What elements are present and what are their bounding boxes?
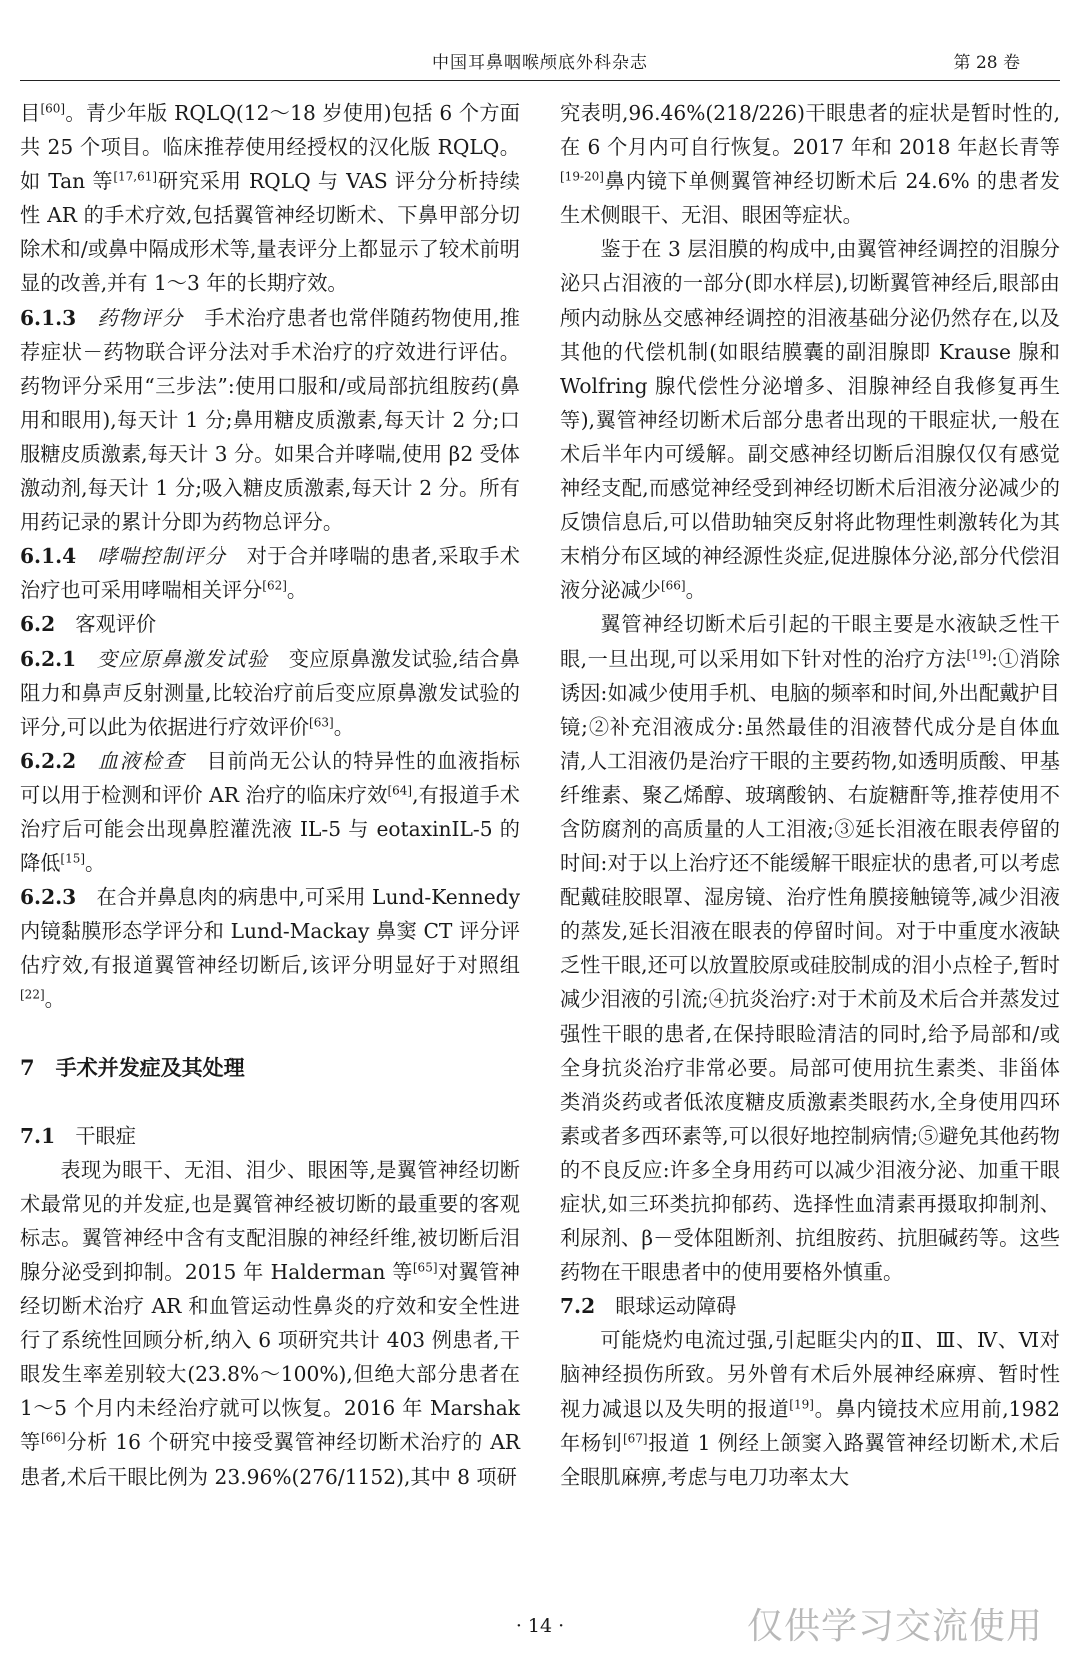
- paragraph-tear-film: 鉴于在 3 层泪膜的构成中,由翼管神经调控的泪腺分泌只占泪液的一部分(即水样层),切断翼管神经后,眼部由颅内动脉丛交感神经调控的泪液基础分泌仍然存在,以及其他的代偿机制(如眼结膜囊的副泪腺即 Krause 腺和 Wolfring 腺代偿性分泌增多、泪腺神经自我修复再生等),翼管神经切断术后部分患者出现的干眼症状,一般在术后半年内可缓解。副交感神经切断后泪腺仅仅有感觉神经支配,而感觉神经受到神经切断术后泪液分泌减少的反馈信息后,可以借助轴突反射将此物理性刺激转化为其末梢分布区域的神经源性炎症,促进腺体分泌,部分代偿泪液分泌减少[66]。: [560, 237, 1060, 603]
- paragraph-recovery: 究表明,96.46%(218/226)干眼患者的症状是暂时性的,在 6 个月内可自行恢复。2017 年和 2018 年赵长青等[19-20]鼻内镜下单侧翼管神经切断术后 24.6% 的患者发生术侧眼干、无泪、眼困等症状。: [560, 101, 1060, 228]
- section-6-2-2: 6.2.2 血液检查 目前尚无公认的特异性的血液指标可以用于检测和评价 AR 治疗的临床疗效[64],有报道手术治疗后可能会出现鼻腔灌洗液 IL-5 与 eotaxinIL-5 的降低[15]。: [20, 748, 520, 876]
- citation: [19]: [789, 1396, 814, 1411]
- section-6-2-3: 6.2.3 在合并鼻息肉的病患中,可采用 Lund-Kennedy 内镜黏膜形态学评分和 Lund-Mackay 鼻窦 CT 评分评估疗效,有报道翼管神经切断后,该评分明显好于对照组[22]。: [20, 885, 520, 1012]
- citation: [65]: [412, 1260, 438, 1275]
- paragraph-rqlq: 目[60]。青少年版 RQLQ(12～18 岁使用)包括 6 个方面共 25 个项目。临床推荐使用经授权的汉化版 RQLQ。如 Tan 等[17,61]研究采用 RQLQ 与 VAS 评分分析持续性 AR 的手术疗效,包括翼管神经切断术、下鼻甲部分切除术和/或鼻中隔成形术等,量表评分上都显示了较术前明显的改善,并有 1～3 年的长期疗效。: [20, 101, 520, 296]
- citation: [19]: [966, 646, 992, 661]
- citation: [67]: [622, 1430, 648, 1445]
- section-6-2-1: 6.2.1 变应原鼻激发试验 变应原鼻激发试验,结合鼻阻力和鼻声反射测量,比较治疗前后变应原鼻激发试验的评分,可以此为依据进行疗效评价[63]。: [20, 646, 520, 739]
- page-number: · 14 ·: [515, 1615, 565, 1637]
- citation: [62]: [262, 578, 287, 593]
- section-6-2-heading: 6.2 客观评价: [20, 612, 157, 637]
- citation: [19-20]: [560, 169, 604, 184]
- left-column: [20, 96, 520, 1494]
- section-7-2-heading: 7.2 眼球运动障碍: [560, 1294, 737, 1319]
- citation: [15]: [60, 851, 86, 866]
- section-7-1-heading: 7.1 干眼症: [20, 1123, 136, 1148]
- paragraph-dry-eye: 表现为眼干、无泪、泪少、眼困等,是翼管神经切断术最常见的并发症,也是翼管神经被切断的最重要的客观标志。翼管神经中含有支配泪腺的神经纤维,被切断后泪腺分泌受到抑制。2015 年 Halderman 等[65]对翼管神经切断术治疗 AR 和血管运动性鼻炎的疗效和安全性进行了系统性回顾分析,纳入 6 项研究共计 403 例患者,干眼发生率差别较大(23.8%～100%),但绝大部分患者在 1～5 个月内未经治疗就可以恢复。2016 年 Marshak 等[66]分析 16 个研究中接受翼管神经切断术治疗的 AR 患者,术后干眼比例为 23.96%(276/1152),其中 8 项研: [20, 1157, 520, 1489]
- volume-label: 第 28 卷: [953, 53, 1020, 73]
- paragraph-treatment: 翼管神经切断术后引起的干眼主要是水液缺乏性干眼,一旦出现,可以采用如下针对性的治疗方法[19]:①消除诱因:如减少使用手机、电脑的频率和时间,外出配戴护目镜;②补充泪液成分:虽然最佳的泪液替代成分是自体血清,人工泪液仍是治疗干眼的主要药物,如透明质酸、甲基纤维素、聚乙烯醇、玻璃酸钠、右旋糖酐等,推荐使用不含防腐剂的高质量的人工泪液;③延长泪液在眼表停留的时间:对于以上治疗还不能缓解干眼症状的患者,可以考虑配戴硅胶眼罩、湿房镜、治疗性角膜接触镜等,减少泪液的蒸发,延长泪液在眼表的停留时间。对于中重度水液缺乏性干眼,还可以放置胶原或硅胶制成的泪小点栓子,暂时减少泪液的引流;④抗炎治疗:对于术前及术后合并蒸发过强性干眼的患者,在保持眼睑清洁的同时,给予局部和/或全身抗炎治疗非常必要。局部可使用抗生素类、非甾体类消炎药或者低浓度糖皮质激素类眼药水,全身使用四环素或者多西环素等,可以很好地控制病情;⑤避免其他药物的不良反应:许多全身用药可以减少泪液分泌、加重干眼症状,如三环类抗抑郁药、选择性血清素再摄取抑制剂、利尿剂、β－受体阻断剂、抗组胺药、抗胆碱药等。这些药物在干眼患者中的使用要格外慎重。: [560, 612, 1060, 1285]
- right-column: [560, 96, 1060, 1494]
- section-6-1-4: 6.1.4 哮喘控制评分 对于合并哮喘的患者,采取手术治疗也可采用哮喘相关评分[62]。: [20, 544, 520, 603]
- paragraph-eye-movement: 可能烧灼电流过强,引起眶尖内的Ⅱ、Ⅲ、Ⅳ、Ⅵ对脑神经损伤所致。另外曾有术后外展神经麻痹、暂时性视力减退以及失明的报道[19]。鼻内镜技术应用前,1982 年杨钊[67]报道 1 例经上颌窦入路翼管神经切断术,术后全眼肌麻痹,考虑与电刀功率太大: [560, 1328, 1060, 1489]
- citation: [66]: [40, 1430, 66, 1445]
- section-7-heading: 7 手术并发症及其处理: [20, 1054, 245, 1080]
- citation: [60]: [40, 101, 66, 116]
- running-header: [20, 40, 1060, 81]
- citation: [64]: [387, 783, 413, 798]
- citation: [66]: [660, 578, 686, 593]
- watermark: 仅供学习交流使用: [747, 1606, 1044, 1647]
- citation: [17,61]: [113, 169, 158, 184]
- citation: [22]: [20, 987, 45, 1002]
- citation: [63]: [309, 714, 334, 729]
- journal-title: 中国耳鼻咽喉颅底外科杂志: [432, 53, 648, 73]
- section-6-1-3: 6.1.3 药物评分 手术治疗患者也常伴随药物使用,推荐症状－药物联合评分法对手术治疗的疗效进行评估。药物评分采用“三步法”:使用口服和/或局部抗组胺药(鼻用和眼用),每天计 1 分;鼻用糖皮质激素,每天计 2 分;口服糖皮质激素,每天计 3 分。如果合并哮喘,使用 β2 受体激动剂,每天计 1 分;吸入糖皮质激素,每天计 2 分。所有用药记录的累计分即为药物总评分。: [20, 305, 520, 535]
